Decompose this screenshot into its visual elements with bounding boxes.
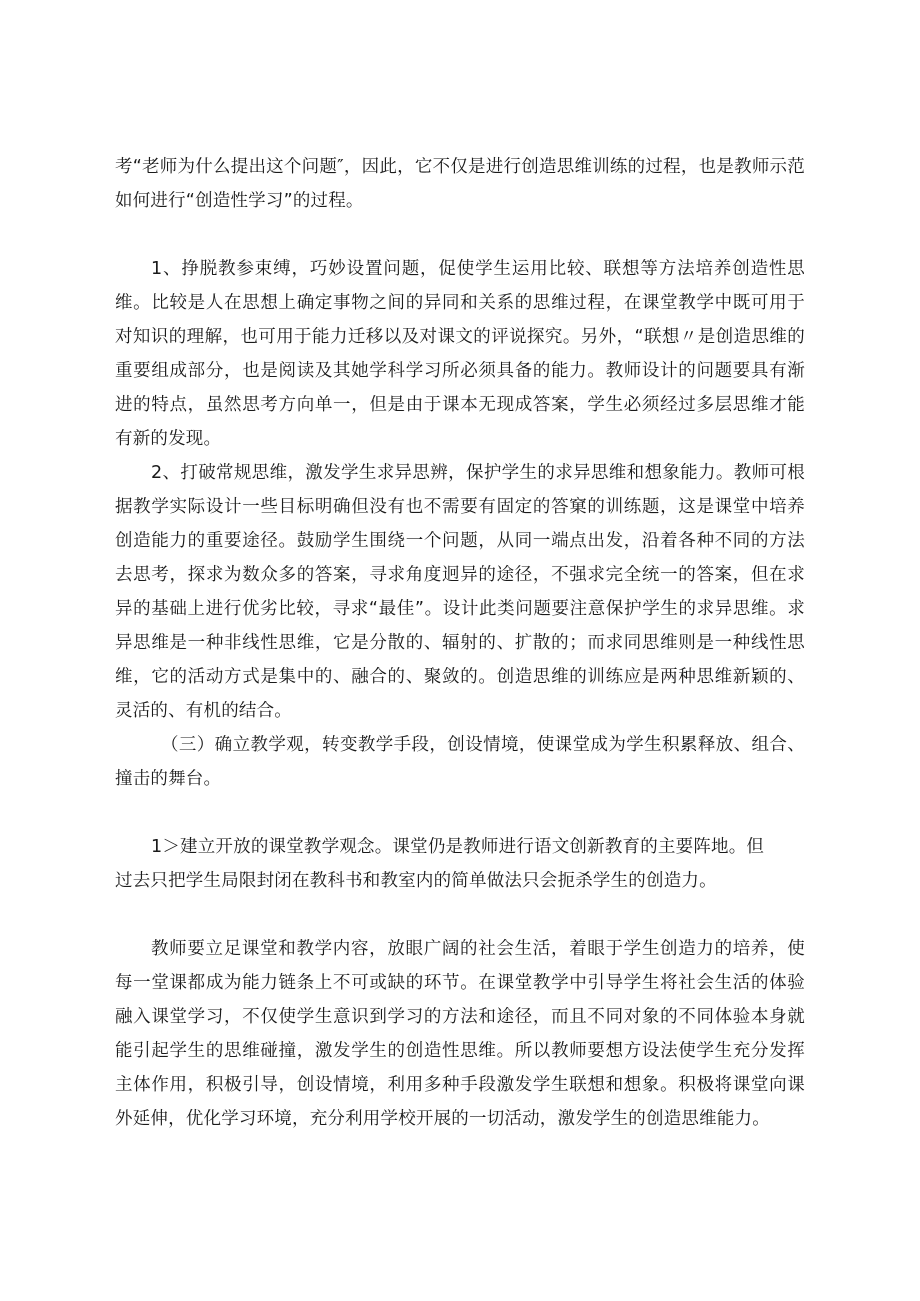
paragraph-point-1-open-classroom bbox=[115, 830, 805, 898]
paragraph-point-2: 2、打破常规思维，激发学生求异思辨，保护学生的求异思维和想象能力。教师可根据教学实际设计一些目标明确但没有也不需要有固定的答窠的训练题，这是课堂中培养创造能力的重要途径。鼓励学生围绕一个问题，从同一端点出发，沿着各种不同的方法去思考，探求为数众多的答案，寻求角度迥异的途径，不强求完全统一的答案，但在求异的基础上进行优劣比较，寻求“最佳”。设计此类问题要注意保护学生的求异思维。求异思维是一种非线性思维，它是分散的、辐射的、扩散的；而求同思维则是一种线性思维，它的活动方式是集中的、融合的、聚敛的。创造思维的训练应是两种思维新颖的、灵活的、有机的结合。 bbox=[115, 463, 805, 721]
paragraph-line: 过去只把学生局限封闭在教科书和教室内的简单做法只会扼杀学生的创造力。 bbox=[115, 871, 717, 891]
paragraph-point-1: 1、挣脱教参束缚，巧妙设置问题，促使学生运用比较、联想等方法培养创造性思维。比较是人在思想上确定事物之间的异同和关系的思维过程，在课堂教学中既可用于对知识的理解，也可用于能力迁移以及对课文的评说探究。另外，“联想〃是创造思维的重要组成部分，也是阅读及其她学科学习所必须具备的能力。教师设计的问题要具有渐进的特点，虽然思考方向单一，但是由于课本无现成答案，学生必须经过多层思维才能有新的发现。 bbox=[115, 259, 805, 449]
section-heading-3: （三）确立教学观，转变教学手段，创设情境，使课堂成为学生积累释放、组合、撞击的舞台。 bbox=[115, 735, 805, 789]
paragraph-continuation: 考“老师为什么提出这个问题″，因此，它不仅是进行创造思维训练的过程，也是教师示范如何进行“创造性学习”的过程。 bbox=[115, 157, 805, 211]
paragraph-line: 1＞建立开放的课堂教学观念。课堂仍是教师进行语文创新教育的主要阵地。但 bbox=[151, 837, 765, 857]
paragraph-classroom-practice: 教师要立足课堂和教学内容，放眼广阔的社会生活，着眼于学生创造力的培养，使每一堂课都成为能力链条上不可或缺的环节。在课堂教学中引导学生将社会生活的体验融入课堂学习，不仅使学生意识到学习的方法和途径，而且不同对象的不同体验本身就能引起学生的思维碰撞，激发学生的创造性思维。所以教师要想方设法使学生充分发挥主体作用，积极引导，创设情境，利用多种手段激发学生联想和想象。积极将课堂向课外延伸，优化学习环境，充分利用学校开展的一切活动，激发学生的创造思维能力。 bbox=[115, 939, 805, 1129]
